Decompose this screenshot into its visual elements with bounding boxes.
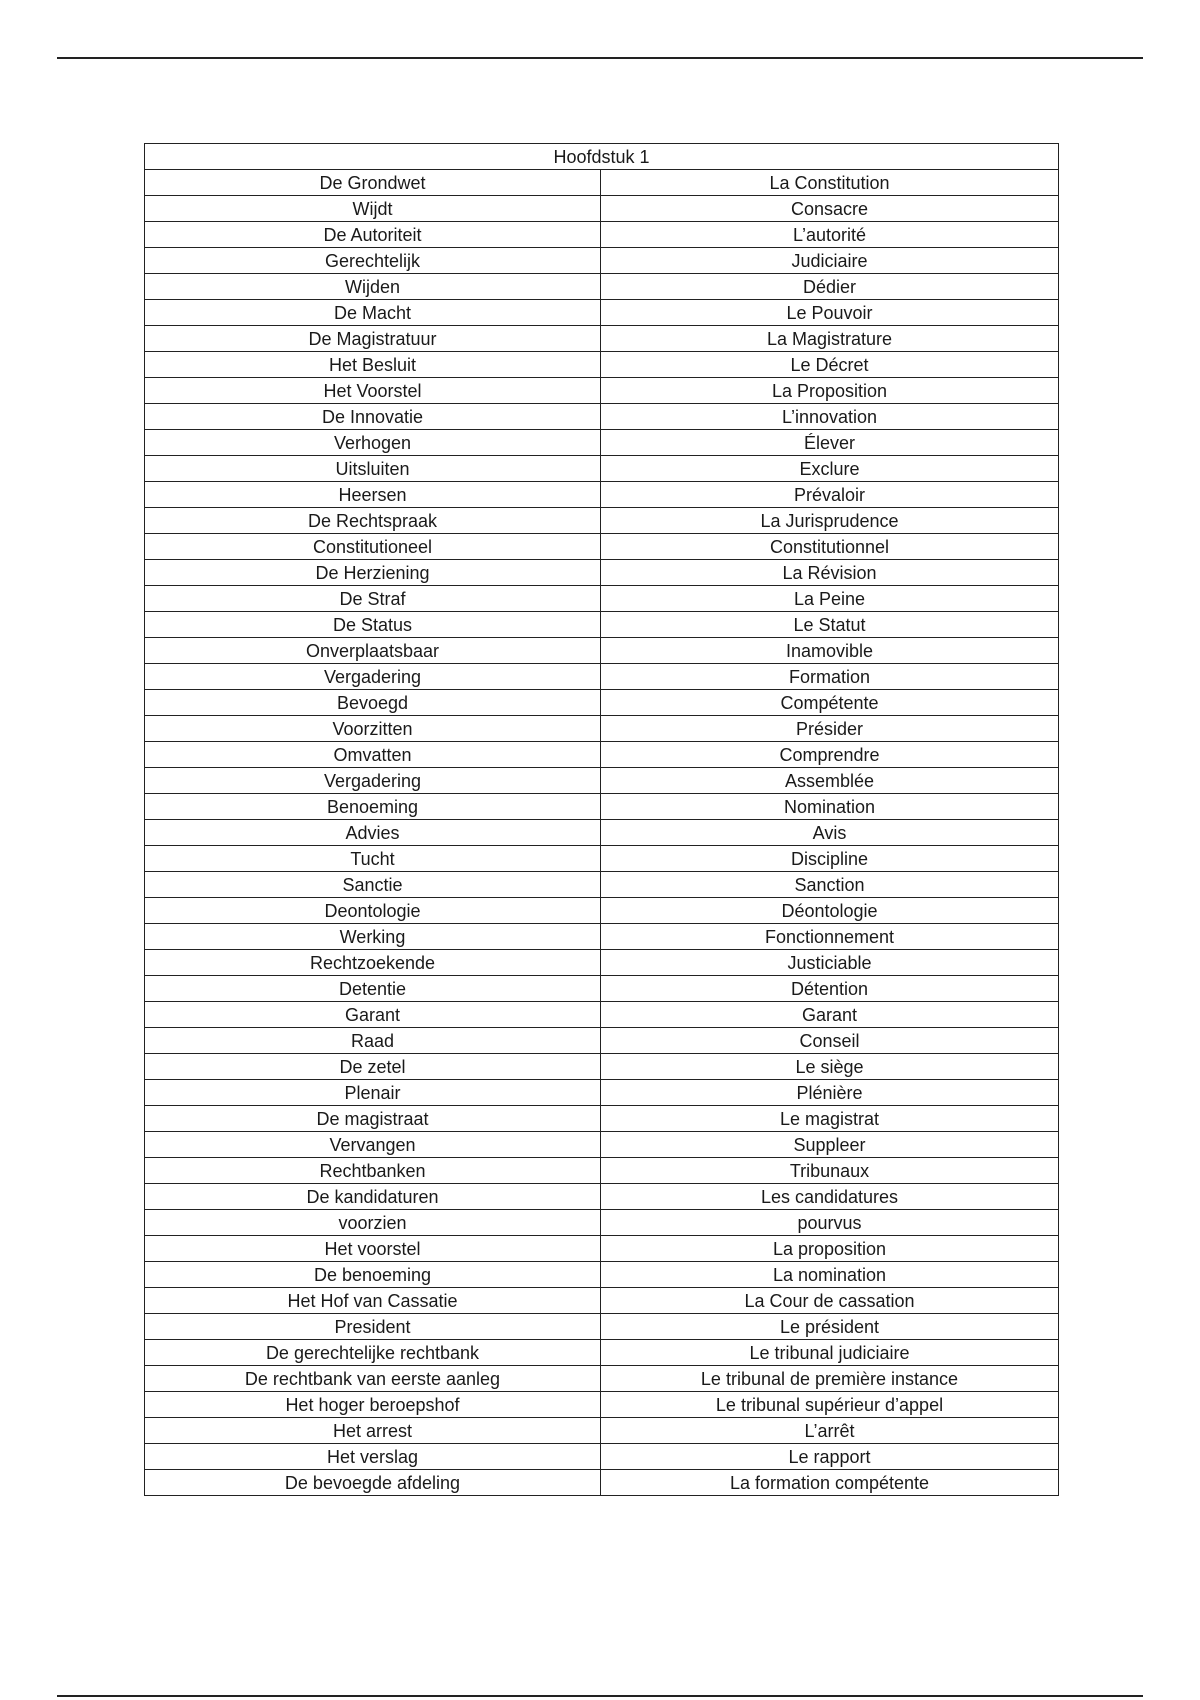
table-row — [145, 586, 1059, 612]
french-term: Avis — [601, 820, 1059, 846]
table-row — [145, 742, 1059, 768]
table-row — [145, 664, 1059, 690]
french-term: Fonctionnement — [601, 924, 1059, 950]
table-row — [145, 508, 1059, 534]
table-row — [145, 1132, 1059, 1158]
french-term: Judiciaire — [601, 248, 1059, 274]
table-row — [145, 638, 1059, 664]
table-row — [145, 612, 1059, 638]
table-row — [145, 1210, 1059, 1236]
dutch-term: De zetel — [145, 1054, 601, 1080]
dutch-term: De Herziening — [145, 560, 601, 586]
dutch-term: Heersen — [145, 482, 601, 508]
dutch-term: De Magistratuur — [145, 326, 601, 352]
vocabulary-table — [144, 143, 1059, 1496]
dutch-term: De Autoriteit — [145, 222, 601, 248]
chapter-heading: Hoofdstuk 1 — [145, 144, 1059, 170]
table-row — [145, 716, 1059, 742]
dutch-term: Rechtbanken — [145, 1158, 601, 1184]
table-row — [145, 1392, 1059, 1418]
dutch-term: Het voorstel — [145, 1236, 601, 1262]
french-term: La Jurisprudence — [601, 508, 1059, 534]
french-term: La nomination — [601, 1262, 1059, 1288]
french-term: Sanction — [601, 872, 1059, 898]
dutch-term: Vervangen — [145, 1132, 601, 1158]
dutch-term: De gerechtelijke rechtbank — [145, 1340, 601, 1366]
table-row — [145, 1236, 1059, 1262]
table-row — [145, 274, 1059, 300]
french-term: Détention — [601, 976, 1059, 1002]
dutch-term: De rechtbank van eerste aanleg — [145, 1366, 601, 1392]
french-term: L’innovation — [601, 404, 1059, 430]
table-row — [145, 1158, 1059, 1184]
french-term: Conseil — [601, 1028, 1059, 1054]
table-row — [145, 846, 1059, 872]
dutch-term: Vergadering — [145, 664, 601, 690]
dutch-term: Bevoegd — [145, 690, 601, 716]
french-term: Déontologie — [601, 898, 1059, 924]
table-row — [145, 1028, 1059, 1054]
dutch-term: Het Voorstel — [145, 378, 601, 404]
table-row — [145, 326, 1059, 352]
table-row — [145, 1288, 1059, 1314]
table-row — [145, 248, 1059, 274]
dutch-term: Advies — [145, 820, 601, 846]
dutch-term: Garant — [145, 1002, 601, 1028]
dutch-term: Wijdt — [145, 196, 601, 222]
dutch-term: Uitsluiten — [145, 456, 601, 482]
french-term: Le Statut — [601, 612, 1059, 638]
french-term: La proposition — [601, 1236, 1059, 1262]
dutch-term: De magistraat — [145, 1106, 601, 1132]
dutch-term: De benoeming — [145, 1262, 601, 1288]
french-term: Tribunaux — [601, 1158, 1059, 1184]
table-row — [145, 378, 1059, 404]
french-term: Dédier — [601, 274, 1059, 300]
dutch-term: Onverplaatsbaar — [145, 638, 601, 664]
french-term: La Cour de cassation — [601, 1288, 1059, 1314]
french-term: Le Pouvoir — [601, 300, 1059, 326]
french-term: Les candidatures — [601, 1184, 1059, 1210]
dutch-term: Voorzitten — [145, 716, 601, 742]
dutch-term: Wijden — [145, 274, 601, 300]
table-row — [145, 430, 1059, 456]
dutch-term: De bevoegde afdeling — [145, 1470, 601, 1496]
table-row — [145, 924, 1059, 950]
dutch-term: De Straf — [145, 586, 601, 612]
dutch-term: Vergadering — [145, 768, 601, 794]
french-term: La Constitution — [601, 170, 1059, 196]
dutch-term: Het Hof van Cassatie — [145, 1288, 601, 1314]
table-row — [145, 872, 1059, 898]
dutch-term: De Innovatie — [145, 404, 601, 430]
dutch-term: Het Besluit — [145, 352, 601, 378]
table-row — [145, 976, 1059, 1002]
french-term: Présider — [601, 716, 1059, 742]
french-term: Suppleer — [601, 1132, 1059, 1158]
dutch-term: Tucht — [145, 846, 601, 872]
french-term: Le magistrat — [601, 1106, 1059, 1132]
dutch-term: Sanctie — [145, 872, 601, 898]
table-row — [145, 1314, 1059, 1340]
table-row — [145, 560, 1059, 586]
dutch-term: Benoeming — [145, 794, 601, 820]
table-row — [145, 1054, 1059, 1080]
french-term: Le siège — [601, 1054, 1059, 1080]
table-row — [145, 1418, 1059, 1444]
table-row — [145, 456, 1059, 482]
french-term: Formation — [601, 664, 1059, 690]
table-row — [145, 534, 1059, 560]
dutch-term: Plenair — [145, 1080, 601, 1106]
dutch-term: Constitutioneel — [145, 534, 601, 560]
french-term: Inamovible — [601, 638, 1059, 664]
french-term: Élever — [601, 430, 1059, 456]
french-term: La formation compétente — [601, 1470, 1059, 1496]
french-term: Le rapport — [601, 1444, 1059, 1470]
french-term: La Proposition — [601, 378, 1059, 404]
dutch-term: Deontologie — [145, 898, 601, 924]
table-row — [145, 222, 1059, 248]
table-row — [145, 1366, 1059, 1392]
french-term: Assemblée — [601, 768, 1059, 794]
french-term: Comprendre — [601, 742, 1059, 768]
table-row — [145, 768, 1059, 794]
vocabulary-table-body — [145, 144, 1059, 1496]
table-row — [145, 1444, 1059, 1470]
table-row — [145, 352, 1059, 378]
table-row — [145, 170, 1059, 196]
table-row — [145, 404, 1059, 430]
table-row — [145, 196, 1059, 222]
french-term: Constitutionnel — [601, 534, 1059, 560]
table-row — [145, 950, 1059, 976]
french-term: La Magistrature — [601, 326, 1059, 352]
dutch-term: voorzien — [145, 1210, 601, 1236]
french-term: La Peine — [601, 586, 1059, 612]
dutch-term: Detentie — [145, 976, 601, 1002]
french-term: L’arrêt — [601, 1418, 1059, 1444]
table-row — [145, 690, 1059, 716]
french-term: Le tribunal de première instance — [601, 1366, 1059, 1392]
french-term: Nomination — [601, 794, 1059, 820]
french-term: Plénière — [601, 1080, 1059, 1106]
dutch-term: Het arrest — [145, 1418, 601, 1444]
header-rule — [57, 57, 1143, 59]
french-term: Justiciable — [601, 950, 1059, 976]
french-term: Exclure — [601, 456, 1059, 482]
table-row — [145, 1262, 1059, 1288]
table-row — [145, 1184, 1059, 1210]
table-row — [145, 1106, 1059, 1132]
french-term: Prévaloir — [601, 482, 1059, 508]
french-term: Le président — [601, 1314, 1059, 1340]
dutch-term: Gerechtelijk — [145, 248, 601, 274]
french-term: L’autorité — [601, 222, 1059, 248]
french-term: Compétente — [601, 690, 1059, 716]
french-term: Consacre — [601, 196, 1059, 222]
table-row — [145, 898, 1059, 924]
dutch-term: De kandidaturen — [145, 1184, 601, 1210]
dutch-term: Het hoger beroepshof — [145, 1392, 601, 1418]
table-row — [145, 1340, 1059, 1366]
footer-rule — [57, 1695, 1143, 1697]
french-term: Le tribunal judiciaire — [601, 1340, 1059, 1366]
table-row — [145, 820, 1059, 846]
french-term: Garant — [601, 1002, 1059, 1028]
french-term: La Révision — [601, 560, 1059, 586]
dutch-term: Werking — [145, 924, 601, 950]
dutch-term: De Rechtspraak — [145, 508, 601, 534]
dutch-term: Omvatten — [145, 742, 601, 768]
table-heading-row — [145, 144, 1059, 170]
dutch-term: De Status — [145, 612, 601, 638]
dutch-term: Verhogen — [145, 430, 601, 456]
table-row — [145, 1470, 1059, 1496]
table-row — [145, 1002, 1059, 1028]
dutch-term: Het verslag — [145, 1444, 601, 1470]
dutch-term: President — [145, 1314, 601, 1340]
dutch-term: De Macht — [145, 300, 601, 326]
table-row — [145, 1080, 1059, 1106]
table-row — [145, 794, 1059, 820]
dutch-term: Raad — [145, 1028, 601, 1054]
french-term: Le Décret — [601, 352, 1059, 378]
dutch-term: Rechtzoekende — [145, 950, 601, 976]
french-term: Le tribunal supérieur d’appel — [601, 1392, 1059, 1418]
french-term: pourvus — [601, 1210, 1059, 1236]
dutch-term: De Grondwet — [145, 170, 601, 196]
table-row — [145, 300, 1059, 326]
table-row — [145, 482, 1059, 508]
french-term: Discipline — [601, 846, 1059, 872]
